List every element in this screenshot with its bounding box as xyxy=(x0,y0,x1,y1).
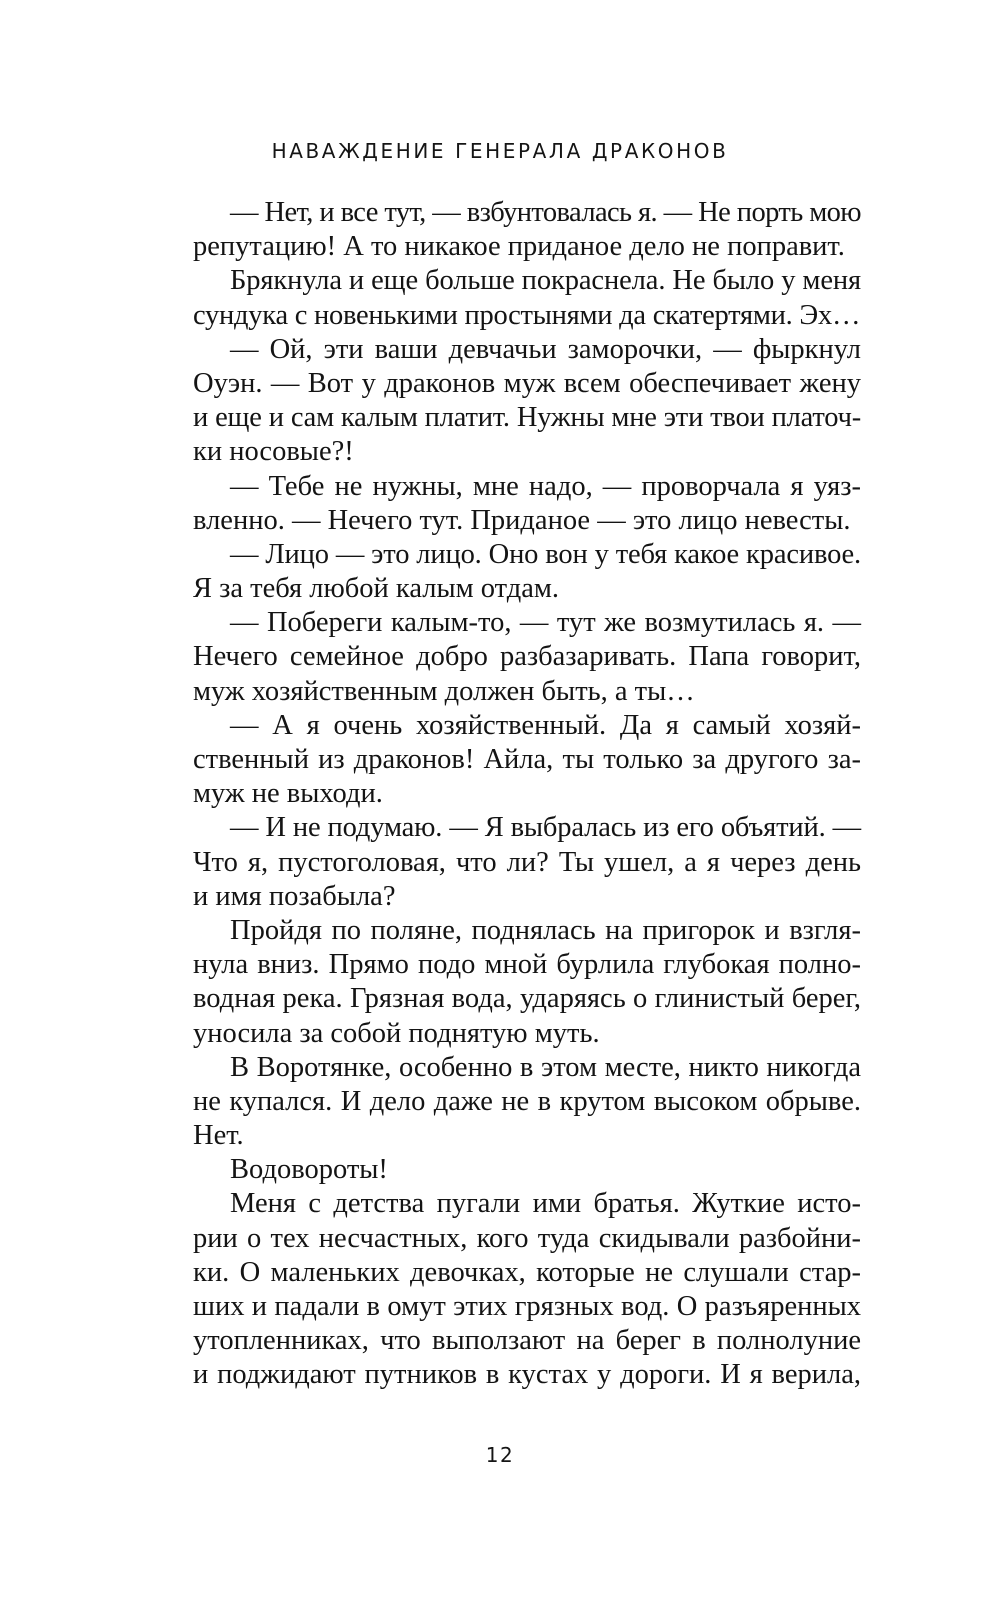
text-line: — Нет, и все тут, — взбунтовалась я. — Не порть мою xyxy=(230,197,861,228)
text-line: водная река. Грязная вода, ударяясь о глинистый берег, xyxy=(193,983,861,1015)
text-line: ственный из драконов! Айла, ты только за другого за- xyxy=(193,744,861,775)
text-line: рии о тех несчастных, кого туда скидывали разбойни- xyxy=(193,1222,861,1254)
text-line: ки. О маленьких девочках, которые не слушали стар- xyxy=(193,1256,861,1288)
text-line: уносила за собой поднятую муть. xyxy=(193,1017,600,1049)
text-line: Я за тебя любой калым отдам. xyxy=(193,573,560,605)
text-line: Водовороты! xyxy=(230,1154,388,1186)
text-line: Брякнула и еще больше покраснела. Не было у меня xyxy=(230,265,862,297)
text-line: репутацию! А то никакое приданое дело не поправит. xyxy=(193,231,845,263)
running-header-title: НАВАЖДЕНИЕ ГЕНЕРАЛА ДРАКОНОВ xyxy=(271,139,729,163)
text-line: и еще и сам калым платит. Нужны мне эти твои платоч- xyxy=(193,402,861,434)
text-line: — А я очень хозяйственный. Да я самый хозяй- xyxy=(230,709,861,741)
text-line: утопленниках, что выползают на берег в полнолуние xyxy=(193,1325,861,1357)
text-line: Нет. xyxy=(193,1120,244,1152)
text-line: — И не подумаю. — Я выбралась из его объятий. — xyxy=(230,812,861,844)
text-line: муж не выходи. xyxy=(193,778,383,810)
text-line: и поджидают путников в кустах у дороги. И я верила, xyxy=(193,1359,861,1391)
text-line: — Ой, эти ваши девчачьи заморочки, — фыркнул xyxy=(230,333,861,365)
text-line: муж хозяйственным должен быть, а ты… xyxy=(193,675,695,707)
text-line: сундука с новенькими простынями да скатертями. Эх… xyxy=(193,299,861,331)
text-line: нула вниз. Прямо подо мной бурлила глубокая полно- xyxy=(193,949,861,981)
text-line: ки носовые?! xyxy=(193,436,354,468)
text-line: — Лицо — это лицо. Оно вон у тебя какое красивое. xyxy=(230,538,861,570)
text-line: и имя позабыла? xyxy=(193,880,396,912)
page-number: 12 xyxy=(485,1443,515,1467)
text-line: В Воротянке, особенно в этом месте, никто никогда xyxy=(230,1051,861,1083)
text-line: Меня с детства пугали ими братья. Жуткие исто- xyxy=(230,1188,861,1220)
text-line: — Тебе не нужны, мне надо, — проворчала я уяз- xyxy=(230,470,861,502)
text-line: ших и падали в омут этих грязных вод. О разъяренных xyxy=(193,1291,861,1322)
body-text xyxy=(193,196,861,1393)
text-line: Что я, пустоголовая, что ли? Ты ушел, а я через день xyxy=(193,846,861,878)
text-line: вленно. — Нечего тут. Приданое — это лицо невесты. xyxy=(193,504,851,536)
text-line: Пройдя по поляне, поднялась на пригорок и взгля- xyxy=(230,914,861,946)
text-line: не купался. И дело даже не в крутом высоком обрыве. xyxy=(193,1085,861,1117)
text-line: Оуэн. — Вот у драконов муж всем обеспечивает жену xyxy=(193,367,861,399)
text-line: Нечего семейное добро разбазаривать. Папа говорит, xyxy=(193,641,861,673)
text-line: — Побереги калым-то, — тут же возмутилась я. — xyxy=(230,607,861,639)
